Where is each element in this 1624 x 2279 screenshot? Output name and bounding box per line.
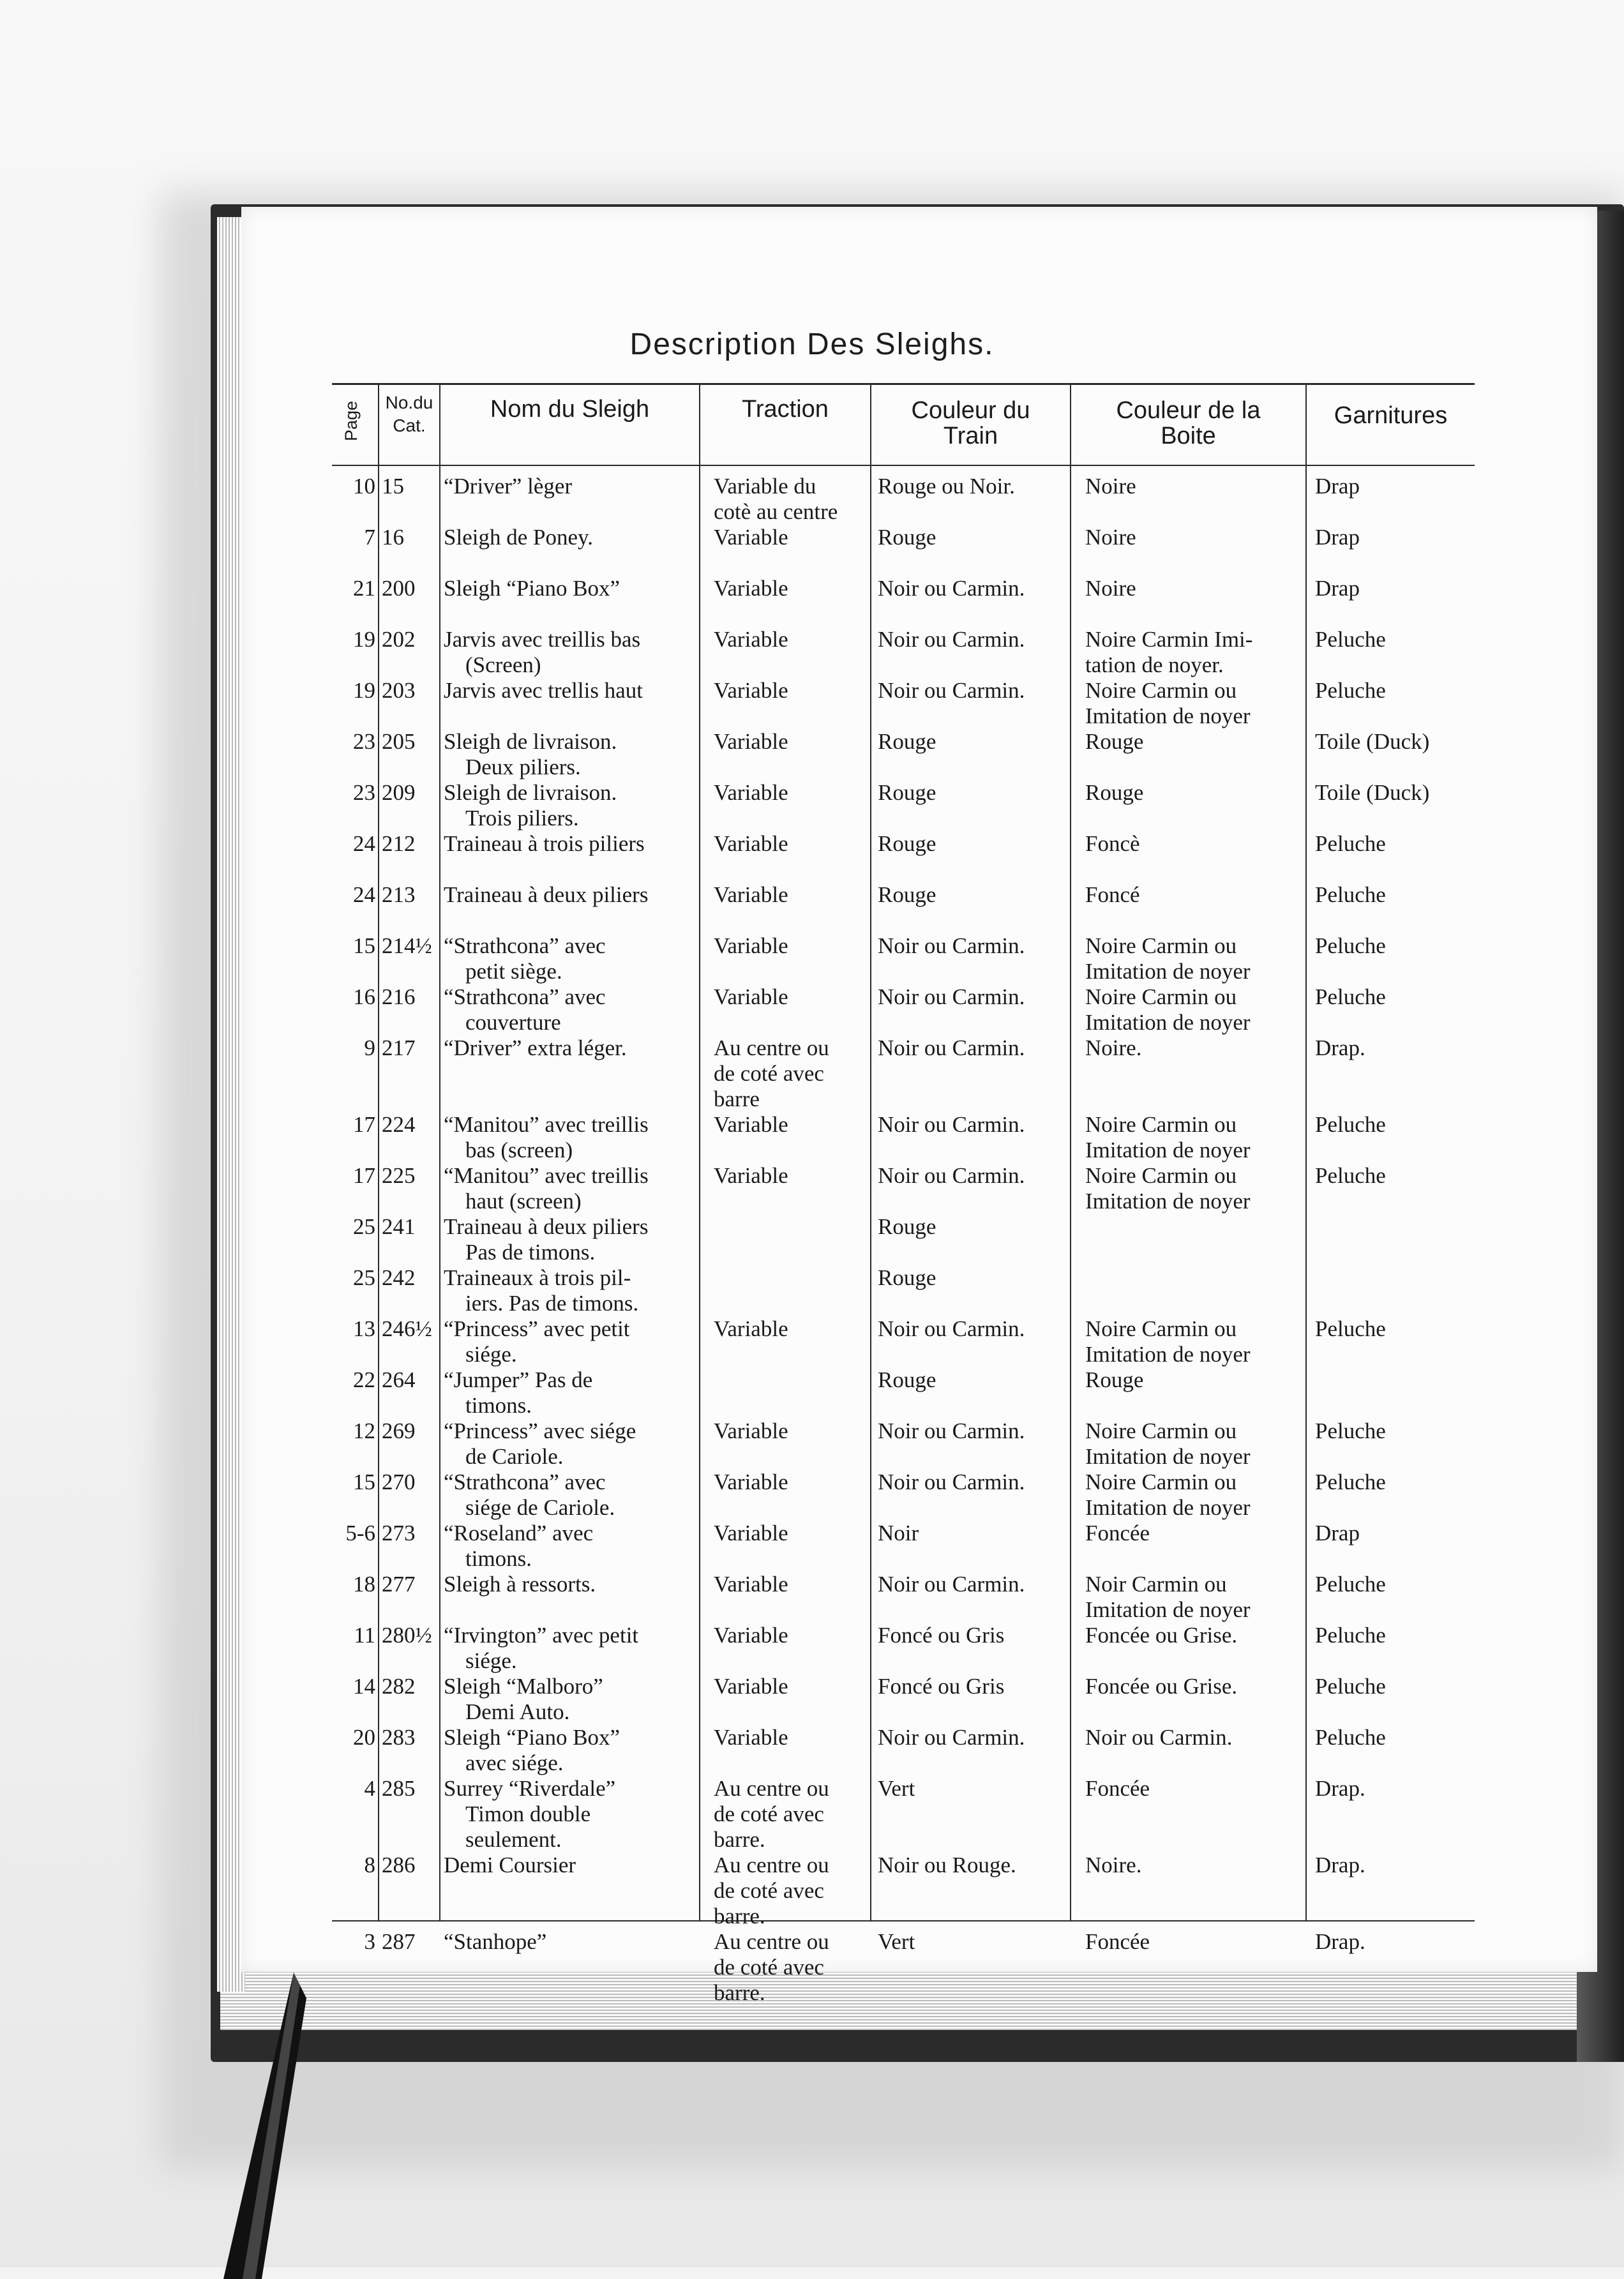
cell-couleur-train: Rouge xyxy=(878,831,936,856)
cell-traction: Variable xyxy=(714,1725,788,1750)
sleigh-table xyxy=(332,383,1475,2005)
cell-catalog-no: 283 xyxy=(382,1725,416,1750)
cell-traction: de coté avec xyxy=(714,1801,824,1826)
cell-catalog-no: 269 xyxy=(382,1418,416,1443)
header-garnitures: Garnitures xyxy=(1334,402,1448,429)
cell-sleigh-name: Jarvis avec treillis bas xyxy=(444,627,641,652)
cell-traction: barre. xyxy=(714,1827,765,1852)
cell-catalog-no: 16 xyxy=(382,525,404,550)
cell-couleur-train: Noir ou Carmin. xyxy=(878,678,1025,703)
cell-traction: Variable xyxy=(714,1674,788,1699)
cell-page: 8 xyxy=(364,1853,375,1877)
cell-sleigh-name: “Princess” avec siége xyxy=(444,1418,636,1443)
cell-catalog-no: 246½ xyxy=(382,1316,432,1341)
cell-traction: Variable xyxy=(714,1470,788,1494)
cell-sleigh-name: seulement. xyxy=(465,1827,562,1852)
cell-garnitures: Drap. xyxy=(1315,1035,1365,1060)
cell-garnitures: Peluche xyxy=(1315,1725,1386,1750)
cell-garnitures: Drap. xyxy=(1315,1776,1365,1801)
cell-couleur-boite: Imitation de noyer xyxy=(1085,1342,1251,1367)
cell-page: 17 xyxy=(353,1163,375,1188)
cell-garnitures: Peluche xyxy=(1315,1572,1386,1597)
table-row xyxy=(332,1418,1475,1470)
cell-page: 7 xyxy=(364,525,375,550)
cell-catalog-no: 277 xyxy=(382,1572,416,1597)
table-row xyxy=(332,525,1475,550)
cell-couleur-train: Rouge xyxy=(878,780,936,805)
cell-couleur-train: Vert xyxy=(878,1929,915,1954)
cell-sleigh-name: siége. xyxy=(465,1342,517,1367)
cell-page: 23 xyxy=(353,780,375,805)
cell-traction: barre. xyxy=(714,1904,765,1929)
cell-traction: de coté avec xyxy=(714,1955,824,1980)
table-row xyxy=(332,678,1475,729)
cell-sleigh-name: Traineaux à trois pil- xyxy=(444,1265,631,1290)
cell-catalog-no: 202 xyxy=(382,627,416,652)
table-row xyxy=(332,1725,1475,1776)
cell-sleigh-name: Traineau à deux piliers xyxy=(444,882,649,907)
cell-couleur-boite: Noir ou Carmin. xyxy=(1085,1725,1233,1750)
cell-couleur-boite: Noire xyxy=(1085,474,1136,499)
cell-catalog-no: 212 xyxy=(382,831,416,856)
cell-traction: Variable xyxy=(714,678,788,703)
cell-couleur-train: Noir ou Carmin. xyxy=(878,933,1025,958)
cell-catalog-no: 264 xyxy=(382,1367,416,1392)
cell-traction: Variable xyxy=(714,1418,788,1443)
table-row xyxy=(332,1163,1475,1214)
cell-traction: barre xyxy=(714,1087,760,1111)
cell-couleur-boite: Noir Carmin ou xyxy=(1085,1572,1227,1597)
header-nom-du-sleigh: Nom du Sleigh xyxy=(490,396,650,423)
cell-couleur-train: Rouge xyxy=(878,1265,936,1290)
cell-couleur-boite: Foncè xyxy=(1085,831,1140,856)
cell-couleur-boite: Noire xyxy=(1085,576,1136,601)
cell-couleur-boite: Noire Carmin Imi- xyxy=(1085,627,1253,652)
cell-couleur-boite: Imitation de noyer xyxy=(1085,703,1251,728)
cell-catalog-no: 285 xyxy=(382,1776,416,1801)
cell-traction: Variable xyxy=(714,729,788,754)
cell-couleur-boite: Noire Carmin ou xyxy=(1085,933,1237,958)
cell-catalog-no: 213 xyxy=(382,882,416,907)
cell-page: 15 xyxy=(353,1470,375,1494)
cell-sleigh-name: Deux piliers. xyxy=(465,755,581,779)
cell-sleigh-name: “Driver” lèger xyxy=(444,474,573,499)
table-row xyxy=(332,1776,1475,1853)
cell-couleur-boite: Noire Carmin ou xyxy=(1085,1163,1237,1188)
cell-traction: Variable xyxy=(714,984,788,1009)
cell-couleur-boite: Imitation de noyer xyxy=(1085,959,1251,984)
cell-sleigh-name: “Strathcona” avec xyxy=(444,984,606,1009)
cell-garnitures: Drap xyxy=(1315,525,1360,550)
cell-page: 11 xyxy=(354,1623,375,1648)
table-row xyxy=(332,882,1475,908)
cell-traction: barre. xyxy=(714,1980,765,2005)
header-page: Page xyxy=(342,400,361,442)
cell-catalog-no: 15 xyxy=(382,474,404,499)
cell-sleigh-name: iers. Pas de timons. xyxy=(465,1291,639,1316)
cell-sleigh-name: “Strathcona” avec xyxy=(444,933,606,958)
cell-catalog-no: 200 xyxy=(382,576,416,601)
cell-couleur-boite: tation de noyer. xyxy=(1085,652,1224,677)
cell-sleigh-name: Sleigh de livraison. xyxy=(444,729,617,754)
cell-couleur-train: Rouge xyxy=(878,1214,936,1239)
cell-couleur-boite: Noire xyxy=(1085,525,1136,550)
cell-couleur-train: Noir ou Carmin. xyxy=(878,1470,1025,1494)
cell-couleur-train: Noir ou Rouge. xyxy=(878,1853,1016,1877)
cell-couleur-train: Rouge xyxy=(878,882,936,907)
cell-page: 24 xyxy=(353,882,375,907)
table-row xyxy=(332,1674,1475,1725)
cell-couleur-train: Noir ou Carmin. xyxy=(878,1112,1025,1137)
cell-catalog-no: 242 xyxy=(382,1265,416,1290)
cell-sleigh-name: “Manitou” avec treillis xyxy=(444,1163,649,1188)
cell-page: 5-6 xyxy=(345,1521,375,1546)
page-title: Description Des Sleighs. xyxy=(629,327,995,361)
table-row xyxy=(332,831,1475,857)
cell-sleigh-name: “Roseland” avec xyxy=(444,1521,594,1546)
header-traction: Traction xyxy=(742,396,829,423)
cell-couleur-train: Noir ou Carmin. xyxy=(878,1035,1025,1060)
cell-sleigh-name: Traineau à deux piliers xyxy=(444,1214,649,1239)
cell-garnitures: Drap xyxy=(1315,1521,1360,1546)
cell-couleur-boite: Imitation de noyer xyxy=(1085,1189,1251,1214)
table-row xyxy=(332,1265,1475,1316)
cell-traction: Variable xyxy=(714,1572,788,1597)
cell-garnitures: Peluche xyxy=(1315,1674,1386,1699)
cell-sleigh-name: Timon double xyxy=(465,1801,591,1826)
cell-catalog-no: 214½ xyxy=(382,933,432,958)
cell-couleur-boite: Imitation de noyer xyxy=(1085,1597,1251,1622)
cell-traction: Au centre ou xyxy=(714,1776,829,1801)
cell-traction: Variable xyxy=(714,1112,788,1137)
header-couleur-train-1: Couleur du xyxy=(911,397,1030,424)
cell-couleur-train: Vert xyxy=(878,1776,915,1801)
cell-garnitures: Peluche xyxy=(1315,1623,1386,1648)
table-row xyxy=(332,1929,1475,2006)
cell-page: 22 xyxy=(353,1367,375,1392)
header-couleur-train-2: Train xyxy=(943,423,998,449)
cell-couleur-train: Noir xyxy=(878,1521,919,1546)
cell-sleigh-name: Trois piliers. xyxy=(465,806,579,831)
cell-sleigh-name: “Princess” avec petit xyxy=(444,1316,630,1341)
cell-couleur-boite: Noire Carmin ou xyxy=(1085,1470,1237,1494)
cell-sleigh-name: Sleigh “Piano Box” xyxy=(444,576,620,601)
header-cat: Cat. xyxy=(393,416,426,435)
cell-sleigh-name: haut (screen) xyxy=(465,1189,582,1214)
table-row xyxy=(332,1470,1475,1521)
table-row xyxy=(332,1623,1475,1674)
cell-traction: Variable xyxy=(714,831,788,856)
cell-sleigh-name: petit siège. xyxy=(465,959,562,984)
table-row xyxy=(332,1853,1475,1929)
cell-sleigh-name: Pas de timons. xyxy=(465,1240,596,1265)
cell-couleur-train: Rouge xyxy=(878,525,936,550)
cell-catalog-no: 225 xyxy=(382,1163,416,1188)
cell-garnitures: Peluche xyxy=(1315,1163,1386,1188)
cell-garnitures: Drap xyxy=(1315,474,1360,499)
cell-garnitures: Peluche xyxy=(1315,933,1386,958)
cell-garnitures: Peluche xyxy=(1315,831,1386,856)
cell-couleur-train: Rouge xyxy=(878,729,936,754)
cell-sleigh-name: “Jumper” Pas de xyxy=(444,1367,593,1392)
cell-garnitures: Toile (Duck) xyxy=(1315,729,1430,754)
cell-catalog-no: 286 xyxy=(382,1853,416,1877)
cell-couleur-train: Noir ou Carmin. xyxy=(878,984,1025,1009)
cell-couleur-boite: Noire Carmin ou xyxy=(1085,984,1237,1009)
cell-page: 16 xyxy=(353,984,375,1009)
cell-garnitures: Peluche xyxy=(1315,1470,1386,1494)
cell-couleur-boite: Foncée xyxy=(1085,1776,1150,1801)
cell-couleur-boite: Noire Carmin ou xyxy=(1085,1316,1237,1341)
cell-traction: Variable xyxy=(714,576,788,601)
cell-garnitures: Peluche xyxy=(1315,627,1386,652)
table-row xyxy=(332,474,1475,525)
cell-traction: Au centre ou xyxy=(714,1929,829,1954)
cell-garnitures: Peluche xyxy=(1315,882,1386,907)
cell-couleur-train: Foncé ou Gris xyxy=(878,1674,1005,1699)
pen-pointer-image xyxy=(217,1973,306,2279)
cell-sleigh-name: siége de Cariole. xyxy=(465,1495,615,1520)
cell-sleigh-name: Traineau à trois piliers xyxy=(444,831,645,856)
cell-couleur-boite: Foncée xyxy=(1085,1929,1150,1954)
cell-traction: Variable xyxy=(714,1623,788,1648)
cell-sleigh-name: siége. xyxy=(465,1648,517,1673)
table-row xyxy=(332,1214,1475,1265)
cell-page: 13 xyxy=(353,1316,375,1341)
cell-sleigh-name: (Screen) xyxy=(465,652,541,677)
cell-garnitures: Toile (Duck) xyxy=(1315,780,1430,805)
cell-traction: Au centre ou xyxy=(714,1853,829,1877)
cell-couleur-boite: Noire. xyxy=(1085,1853,1142,1877)
cell-couleur-train: Noir ou Carmin. xyxy=(878,1316,1025,1341)
cell-sleigh-name: avec siége. xyxy=(465,1750,564,1775)
cell-sleigh-name: Sleigh “Piano Box” xyxy=(444,1725,620,1750)
cell-page: 12 xyxy=(353,1418,375,1443)
cell-page: 19 xyxy=(353,627,375,652)
cell-sleigh-name: couverture xyxy=(465,1010,561,1035)
cell-couleur-train: Noir ou Carmin. xyxy=(878,1163,1025,1188)
cell-garnitures: Peluche xyxy=(1315,984,1386,1009)
cell-traction: Variable xyxy=(714,1521,788,1546)
cell-sleigh-name: Sleigh de livraison. xyxy=(444,780,617,805)
cell-sleigh-name: Demi Auto. xyxy=(465,1699,570,1724)
cell-catalog-no: 224 xyxy=(382,1112,416,1137)
cell-catalog-no: 203 xyxy=(382,678,416,703)
cell-catalog-no: 287 xyxy=(382,1929,416,1954)
cell-sleigh-name: “Strathcona” avec xyxy=(444,1470,606,1494)
cell-page: 20 xyxy=(353,1725,375,1750)
table-row xyxy=(332,1112,1475,1163)
cell-catalog-no: 209 xyxy=(382,780,416,805)
cell-traction: Variable xyxy=(714,780,788,805)
cell-couleur-boite: Imitation de noyer xyxy=(1085,1010,1251,1035)
cell-couleur-boite: Rouge xyxy=(1085,1367,1144,1392)
cell-page: 23 xyxy=(353,729,375,754)
table-row xyxy=(332,1521,1475,1572)
table-row xyxy=(332,1035,1475,1112)
cell-couleur-train: Noir ou Carmin. xyxy=(878,1418,1025,1443)
cell-catalog-no: 205 xyxy=(382,729,416,754)
cell-page: 15 xyxy=(353,933,375,958)
cell-page: 9 xyxy=(364,1035,375,1060)
cell-sleigh-name: de Cariole. xyxy=(465,1444,564,1469)
cell-page: 17 xyxy=(353,1112,375,1137)
cell-garnitures: Peluche xyxy=(1315,1316,1386,1341)
cell-page: 25 xyxy=(353,1214,375,1239)
cell-page: 25 xyxy=(353,1265,375,1290)
cell-sleigh-name: Demi Coursier xyxy=(444,1853,576,1877)
cell-sleigh-name: Sleigh “Malboro” xyxy=(444,1674,603,1699)
cell-sleigh-name: Surrey “Riverdale” xyxy=(444,1776,616,1801)
cell-couleur-boite: Imitation de noyer xyxy=(1085,1138,1251,1162)
cell-page: 3 xyxy=(364,1929,375,1954)
table-row xyxy=(332,1367,1475,1418)
cell-couleur-boite: Foncé xyxy=(1085,882,1140,907)
cell-sleigh-name: timons. xyxy=(465,1393,532,1418)
cell-catalog-no: 273 xyxy=(382,1521,416,1546)
cell-catalog-no: 282 xyxy=(382,1674,416,1699)
table-row xyxy=(332,1316,1475,1367)
cell-garnitures: Peluche xyxy=(1315,1418,1386,1443)
cell-traction: Au centre ou xyxy=(714,1035,829,1060)
cell-couleur-boite: Foncée ou Grise. xyxy=(1085,1674,1238,1699)
cell-couleur-boite: Noire Carmin ou xyxy=(1085,1418,1237,1443)
cell-traction: de coté avec xyxy=(714,1878,824,1903)
cell-couleur-train: Rouge ou Noir. xyxy=(878,474,1015,499)
cell-garnitures: Drap xyxy=(1315,576,1360,601)
cell-sleigh-name: Jarvis avec trellis haut xyxy=(444,678,643,703)
cell-traction: Variable du xyxy=(714,474,816,499)
cell-page: 19 xyxy=(353,678,375,703)
cell-page: 14 xyxy=(353,1674,375,1699)
table-row xyxy=(332,780,1475,831)
cell-traction: cotè au centre xyxy=(714,499,838,524)
table-row xyxy=(332,576,1475,601)
cell-traction: Variable xyxy=(714,933,788,958)
cell-page: 24 xyxy=(353,831,375,856)
cell-page: 21 xyxy=(353,576,375,601)
table-row xyxy=(332,627,1475,678)
table-row xyxy=(332,933,1475,984)
header-no-du: No.du xyxy=(385,393,433,412)
header-couleur-boite-1: Couleur de la xyxy=(1116,397,1261,424)
cell-couleur-boite: Foncée ou Grise. xyxy=(1085,1623,1238,1648)
cell-sleigh-name: “Manitou” avec treillis xyxy=(444,1112,649,1137)
cell-couleur-boite: Rouge xyxy=(1085,780,1144,805)
cell-couleur-train: Noir ou Carmin. xyxy=(878,576,1025,601)
table-row xyxy=(332,1572,1475,1623)
cell-catalog-no: 270 xyxy=(382,1470,416,1494)
cell-couleur-boite: Foncée xyxy=(1085,1521,1150,1546)
table-top-rule xyxy=(332,383,1475,385)
table-row xyxy=(332,984,1475,1035)
cell-couleur-train: Noir ou Carmin. xyxy=(878,1725,1025,1750)
cell-couleur-train: Noir ou Carmin. xyxy=(878,1572,1025,1597)
cell-couleur-boite: Noire Carmin ou xyxy=(1085,678,1237,703)
cell-couleur-boite: Imitation de noyer xyxy=(1085,1495,1251,1520)
cell-couleur-boite: Noire Carmin ou xyxy=(1085,1112,1237,1137)
cell-couleur-train: Foncé ou Gris xyxy=(878,1623,1005,1648)
cell-catalog-no: 280½ xyxy=(382,1623,432,1648)
cell-traction: Variable xyxy=(714,882,788,907)
cell-couleur-train: Rouge xyxy=(878,1367,936,1392)
cell-catalog-no: 217 xyxy=(382,1035,416,1060)
cell-catalog-no: 216 xyxy=(382,984,416,1009)
cell-couleur-boite: Imitation de noyer xyxy=(1085,1444,1251,1469)
cell-garnitures: Peluche xyxy=(1315,1112,1386,1137)
cell-couleur-boite: Noire. xyxy=(1085,1035,1142,1060)
cell-sleigh-name: bas (screen) xyxy=(465,1138,573,1162)
cell-couleur-train: Noir ou Carmin. xyxy=(878,627,1025,652)
cell-sleigh-name: “Driver” extra léger. xyxy=(444,1035,627,1060)
cell-garnitures: Drap. xyxy=(1315,1853,1365,1877)
cell-garnitures: Peluche xyxy=(1315,678,1386,703)
cell-sleigh-name: Sleigh de Poney. xyxy=(444,525,593,550)
table-row xyxy=(332,729,1475,780)
cell-catalog-no: 241 xyxy=(382,1214,416,1239)
cell-traction: Variable xyxy=(714,627,788,652)
cell-page: 18 xyxy=(353,1572,375,1597)
cell-sleigh-name: Sleigh à ressorts. xyxy=(444,1572,596,1597)
cell-traction: Variable xyxy=(714,525,788,550)
cell-traction: de coté avec xyxy=(714,1061,824,1086)
cell-couleur-boite: Rouge xyxy=(1085,729,1144,754)
cell-sleigh-name: timons. xyxy=(465,1546,532,1571)
cell-sleigh-name: “Stanhope” xyxy=(444,1929,547,1954)
cell-garnitures: Drap. xyxy=(1315,1929,1365,1954)
cell-traction: Variable xyxy=(714,1163,788,1188)
cell-traction: Variable xyxy=(714,1316,788,1341)
cell-sleigh-name: “Irvington” avec petit xyxy=(444,1623,639,1648)
cell-page: 4 xyxy=(364,1776,375,1801)
header-couleur-boite-2: Boite xyxy=(1161,423,1216,449)
cell-page: 10 xyxy=(353,474,375,499)
